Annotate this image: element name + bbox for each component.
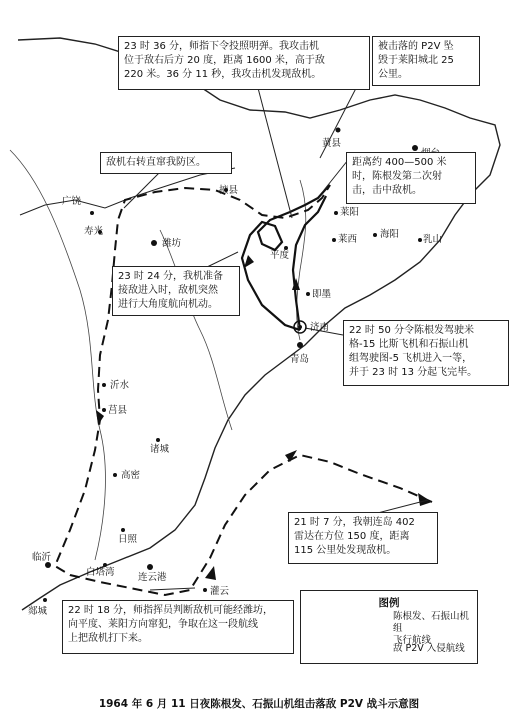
town-marker bbox=[121, 528, 125, 532]
town-marker bbox=[43, 598, 47, 602]
enemy-arrow-mid3 bbox=[205, 566, 216, 580]
place-zhucheng: 诸城 bbox=[150, 444, 170, 455]
place-laiyang: 莱阳 bbox=[340, 207, 360, 218]
town-marker bbox=[90, 211, 94, 215]
place-gaomi: 高密 bbox=[121, 470, 141, 481]
place-laixi: 莱西 bbox=[338, 234, 358, 245]
place-yishui: 沂水 bbox=[110, 380, 130, 391]
town-marker bbox=[373, 233, 377, 237]
friendly-arrow2 bbox=[244, 255, 254, 268]
place-tancheng: 郯城 bbox=[28, 606, 48, 617]
place-huangxian: 黄县 bbox=[322, 138, 342, 149]
town-marker bbox=[156, 438, 160, 442]
pointer bbox=[258, 88, 292, 218]
place-juxian: 莒县 bbox=[108, 405, 128, 416]
town-marker bbox=[332, 238, 336, 242]
town-marker bbox=[418, 238, 422, 242]
annotation-2218: 22 时 18 分，师指挥员判断敌机可能经潍坊， 向平度、莱阳方向窜犯，争取在这一段航线 上把敌机打下来。 bbox=[62, 600, 294, 654]
place-linyi: 临沂 bbox=[32, 552, 52, 563]
place-lianyungang: 连云港 bbox=[138, 572, 167, 583]
annotation-2324: 23 时 24 分，我机准备 接敌进入时，敌机突然 进行大角度航向机动。 bbox=[112, 266, 240, 316]
town-marker bbox=[336, 128, 341, 133]
friendly-route-2 bbox=[293, 196, 326, 330]
legend-enemy-label: 敌 P2V 入侵航线 bbox=[393, 643, 465, 654]
legend-title: 图例 bbox=[378, 597, 400, 609]
place-qingdao: 青岛 bbox=[290, 354, 310, 365]
bay-coast bbox=[20, 168, 235, 215]
town-marker bbox=[298, 325, 302, 329]
place-yexian: 掖县 bbox=[219, 185, 239, 196]
town-marker bbox=[412, 145, 418, 151]
place-jimo: 即墨 bbox=[312, 289, 332, 300]
town-marker bbox=[102, 383, 106, 387]
enemy-arrow-mid bbox=[285, 450, 297, 462]
town-marker bbox=[203, 588, 207, 592]
enemy-arrow-head bbox=[418, 493, 432, 506]
place-guanyun: 灌云 bbox=[210, 586, 230, 597]
annotation-crash: 被击落的 P2V 坠 毁于莱阳城北 25 公里。 bbox=[372, 36, 480, 86]
annotation-2336: 23 时 36 分，师指下令投照明弹。我攻击机 位于敌右后方 20 度，距离 1600 米，高于敌 220 米。36 分 11 秒，我攻击机发现敌机。 bbox=[118, 36, 370, 90]
place-jinan-airport: 济南 bbox=[310, 322, 330, 333]
place-rizhao: 日照 bbox=[118, 534, 138, 545]
town-marker bbox=[147, 564, 153, 570]
town-marker bbox=[297, 342, 303, 348]
town-marker bbox=[306, 292, 310, 296]
town-marker bbox=[334, 211, 338, 215]
annotation-enemy-turn: 敌机右转直窜我防区。 bbox=[100, 152, 232, 174]
place-baitawan: 白塔湾 bbox=[86, 567, 115, 578]
town-marker bbox=[151, 240, 157, 246]
annotation-2107: 21 时 7 分，我朝连岛 402 雷达在方位 150 度，距离 115 公里处发现敌机。 bbox=[288, 512, 438, 564]
place-pingdu: 平度 bbox=[270, 250, 290, 261]
town-marker bbox=[102, 408, 106, 412]
place-weifang: 潍坊 bbox=[162, 238, 182, 249]
legend bbox=[300, 590, 478, 664]
place-haiyang: 海阳 bbox=[380, 229, 400, 240]
place-guangrao: 广饶 bbox=[62, 196, 82, 207]
legend-friendly-label: 陈根发、石振山机组 飞行航线 bbox=[393, 611, 470, 646]
town-marker bbox=[113, 473, 117, 477]
annotation-2250: 22 时 50 分令陈根发驾驶米 格-15 比斯飞机和石振山机 组驾驶图-5 飞机进入一等， 并于 23 时 13 分起飞完毕。 bbox=[343, 320, 509, 386]
pointer bbox=[324, 160, 348, 190]
place-shouguang: 寿光 bbox=[84, 226, 104, 237]
annotation-distance: 距离约 400—500 米 时，陈根发第二次射 击，击中敌机。 bbox=[346, 152, 476, 204]
map-caption: 1964 年 6 月 11 日夜陈根发、石振山机组击落敌 P2V 战斗示意图 bbox=[98, 698, 420, 710]
place-rushan: 乳山 bbox=[423, 234, 443, 245]
